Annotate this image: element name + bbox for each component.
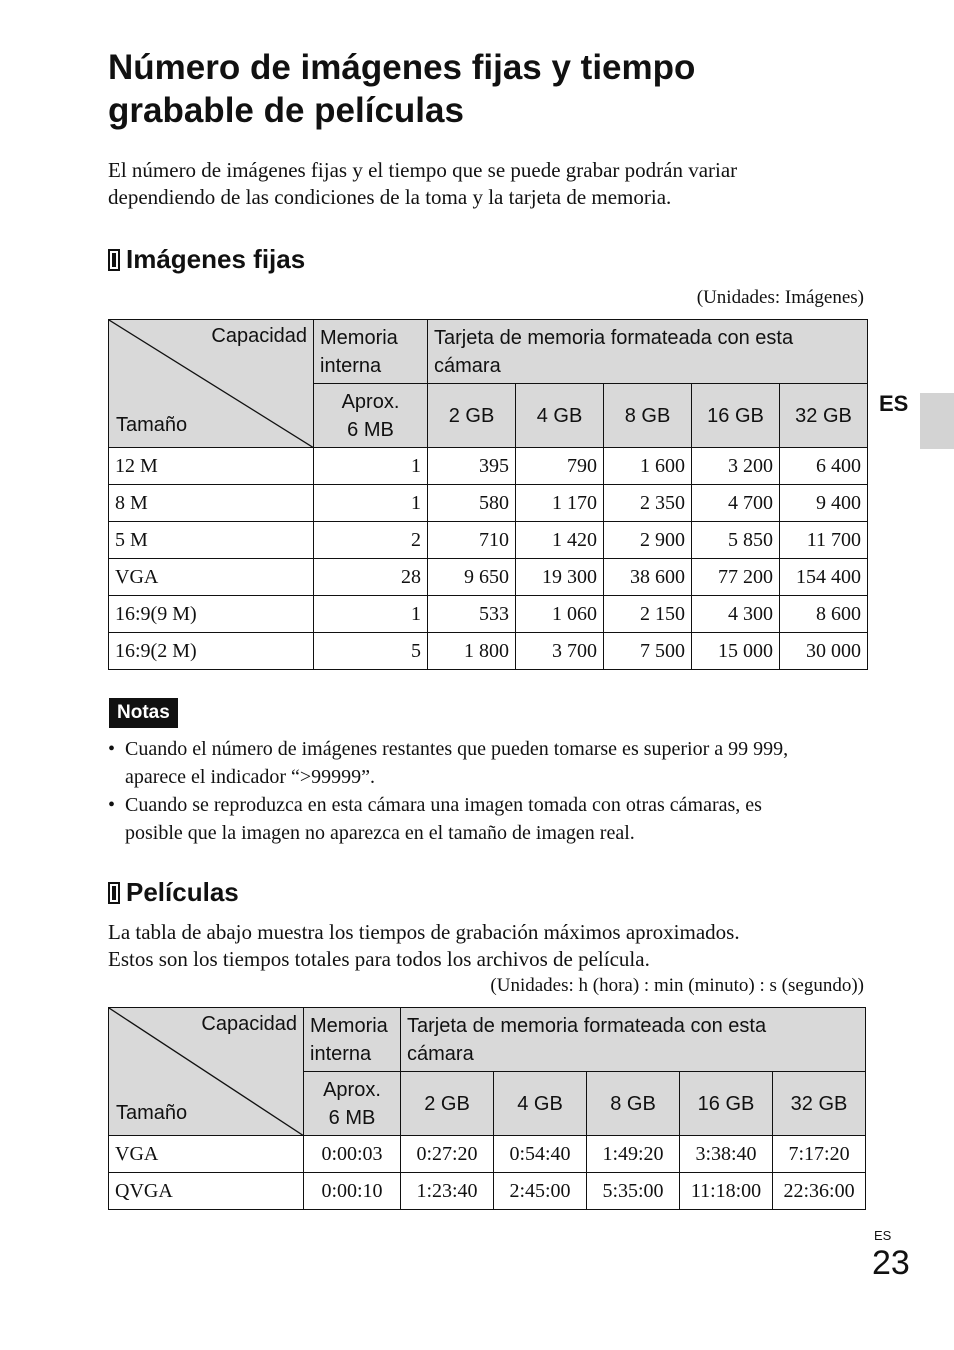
page-title-line2: grabable de películas xyxy=(108,91,464,130)
section-heading-movies xyxy=(108,877,239,908)
page-title xyxy=(108,46,868,132)
col-header: 16 GB xyxy=(680,1072,773,1136)
col-header: 2 GB xyxy=(401,1072,494,1136)
table-row: 16:9(9 M) 1 533 1 060 2 150 4 300 8 600 xyxy=(109,596,868,633)
side-tab-marker xyxy=(920,393,954,449)
capacity-label: Capacidad xyxy=(211,325,307,347)
stills-units: (Unidades: Imágenes) xyxy=(696,287,864,308)
stills-corner-header xyxy=(109,320,314,448)
capacity-label: Capacidad xyxy=(201,1013,297,1035)
page-title-line1: Número de imágenes fijas y tiempo xyxy=(108,48,696,87)
table-row: 5 M 2 710 1 420 2 900 5 850 11 700 xyxy=(109,522,868,559)
table-row: 12 M 1 395 790 1 600 3 200 6 400 xyxy=(109,448,868,485)
intro-paragraph xyxy=(108,157,868,211)
page-number: 23 xyxy=(872,1244,910,1282)
col-header: 16 GB xyxy=(692,384,780,448)
intro-line2: dependiendo de las condiciones de la toma y la tarjeta de memoria. xyxy=(108,185,672,209)
col-header: 32 GB xyxy=(773,1072,866,1136)
section-marker-icon xyxy=(108,249,120,271)
table-row: VGA 0:00:03 0:27:20 0:54:40 1:49:20 3:38:40 7:17:20 xyxy=(109,1136,866,1173)
list-item: • Cuando se reproduzca en esta cámara una imagen tomada con otras cámaras, es posible que la imagen no aparezca en el tamaño de imagen real. xyxy=(108,791,878,847)
col-header: 32 GB xyxy=(780,384,868,448)
internal-memory-header: Memoria interna xyxy=(314,320,428,384)
section-heading-stills xyxy=(108,244,305,275)
card-header: Tarjeta de memoria formateada con esta cámara xyxy=(428,320,868,384)
col-header: 2 GB xyxy=(428,384,516,448)
movies-units: (Unidades: h (hora) : min (minuto) : s (segundo)) xyxy=(490,975,864,996)
intro-line1: El número de imágenes fijas y el tiempo que se puede grabar podrán variar xyxy=(108,158,738,182)
col-header: 4 GB xyxy=(494,1072,587,1136)
internal-memory-header: Memoria interna xyxy=(304,1008,401,1072)
section-heading-movies-text: Películas xyxy=(126,877,239,907)
approx-header: Aprox. 6 MB xyxy=(314,384,428,448)
side-tab-label: ES xyxy=(879,391,909,416)
list-item: • Cuando el número de imágenes restantes que pueden tomarse es superior a 99 999, aparece el indicador “>99999”. xyxy=(108,735,878,791)
table-row: 16:9(2 M) 5 1 800 3 700 7 500 15 000 30 000 xyxy=(109,633,868,670)
notes-badge: Notas xyxy=(109,698,178,728)
section-heading-stills-text: Imágenes fijas xyxy=(126,244,306,274)
approx-header: Aprox. 6 MB xyxy=(304,1072,401,1136)
movies-description: La tabla de abajo muestra los tiempos de grabación máximos aproximados. Estos son los tiempos totales para todos los archivos de película. xyxy=(108,920,740,971)
col-header: 8 GB xyxy=(604,384,692,448)
footer-lang: ES xyxy=(874,1228,892,1243)
col-header: 8 GB xyxy=(587,1072,680,1136)
table-row: 8 M 1 580 1 170 2 350 4 700 9 400 xyxy=(109,485,868,522)
col-header: 4 GB xyxy=(516,384,604,448)
size-label: Tamaño xyxy=(116,414,188,436)
notes-list xyxy=(108,735,878,847)
section-marker-icon xyxy=(108,882,120,904)
movies-table xyxy=(108,1007,866,1210)
card-header: Tarjeta de memoria formateada con esta cámara xyxy=(401,1008,866,1072)
stills-table xyxy=(108,319,868,670)
movies-corner-header xyxy=(109,1008,304,1136)
table-row: QVGA 0:00:10 1:23:40 2:45:00 5:35:00 11:18:00 22:36:00 xyxy=(109,1173,866,1210)
size-label: Tamaño xyxy=(116,1102,188,1124)
table-row: VGA 28 9 650 19 300 38 600 77 200 154 400 xyxy=(109,559,868,596)
